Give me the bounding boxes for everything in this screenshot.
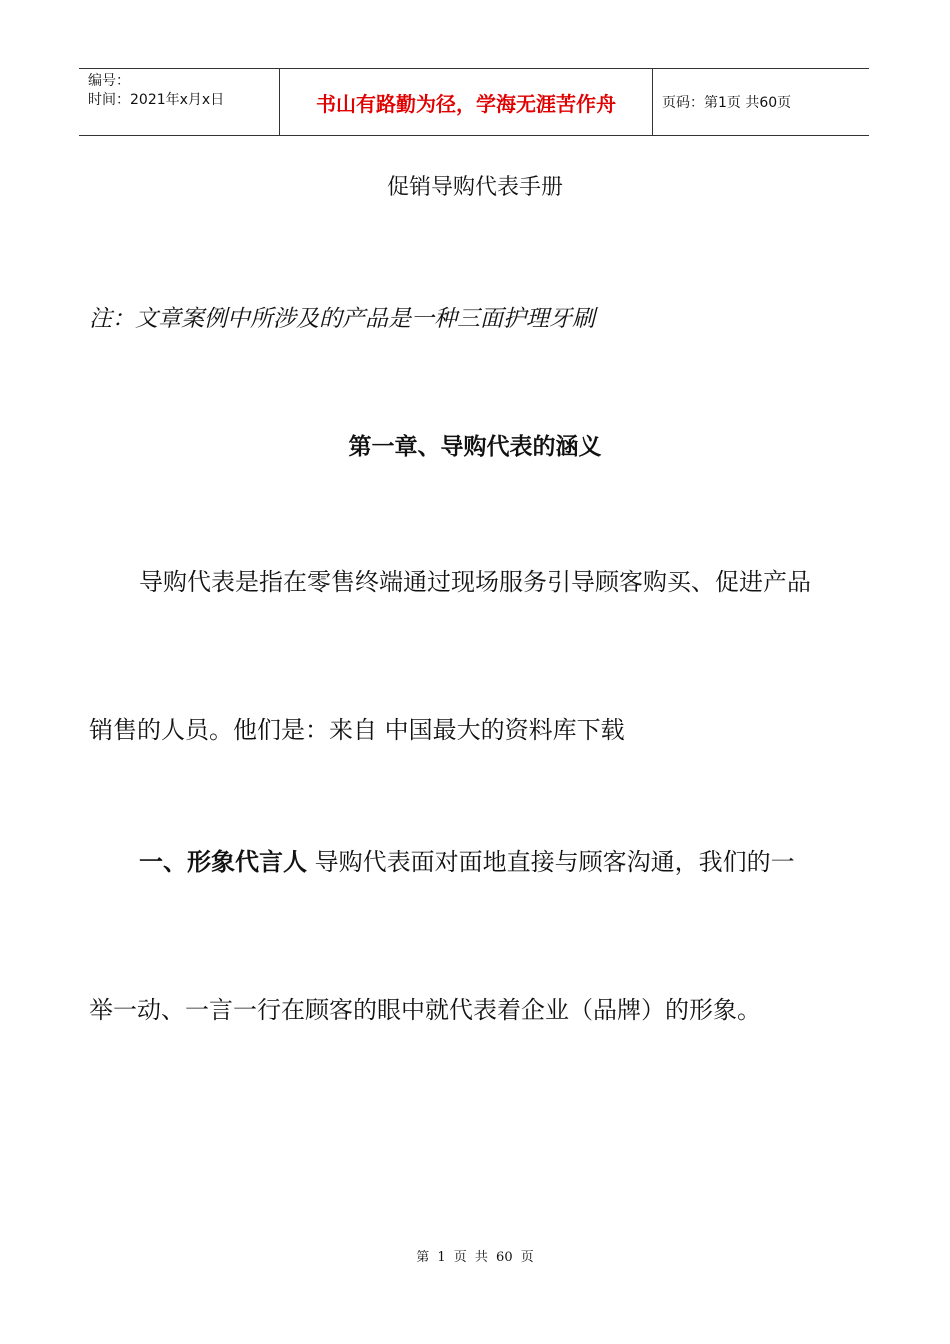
section-text: 导购代表面对面地直接与顾客沟通，我们的一 <box>307 848 795 876</box>
paragraph-line: 销售的人员。他们是：来自 中国最大的资料库下载 <box>89 716 625 744</box>
document-number-label: 编号： <box>88 73 130 89</box>
document-title: 促销导购代表手册 <box>386 175 563 200</box>
header-page-info: 页码：第1页 共60页 <box>662 95 792 111</box>
page-footer: 第 1 页 共 60 页 <box>416 1250 534 1265</box>
header-motto-cell <box>280 69 653 135</box>
product-note: 注：文章案例中所涉及的产品是一种三面护理牙刷 <box>89 306 595 332</box>
header-motto: 书山有路勤为径，学海无涯苦作舟 <box>316 91 616 116</box>
header-table <box>79 68 869 136</box>
header-meta-cell <box>79 69 280 135</box>
document-date: 时间：2021年x月x日 <box>88 92 225 108</box>
paragraph-line: 举一动、一言一行在顾客的眼中就代表着企业（品牌）的形象。 <box>89 996 761 1024</box>
paragraph-line: 导购代表是指在零售终端通过现场服务引导顾客购买、促进产品 <box>139 568 811 596</box>
section-heading: 一、形象代言人 <box>139 848 307 876</box>
header-page-cell <box>653 69 869 135</box>
section-paragraph <box>139 842 795 877</box>
chapter-heading: 第一章、导购代表的涵义 <box>348 434 602 460</box>
